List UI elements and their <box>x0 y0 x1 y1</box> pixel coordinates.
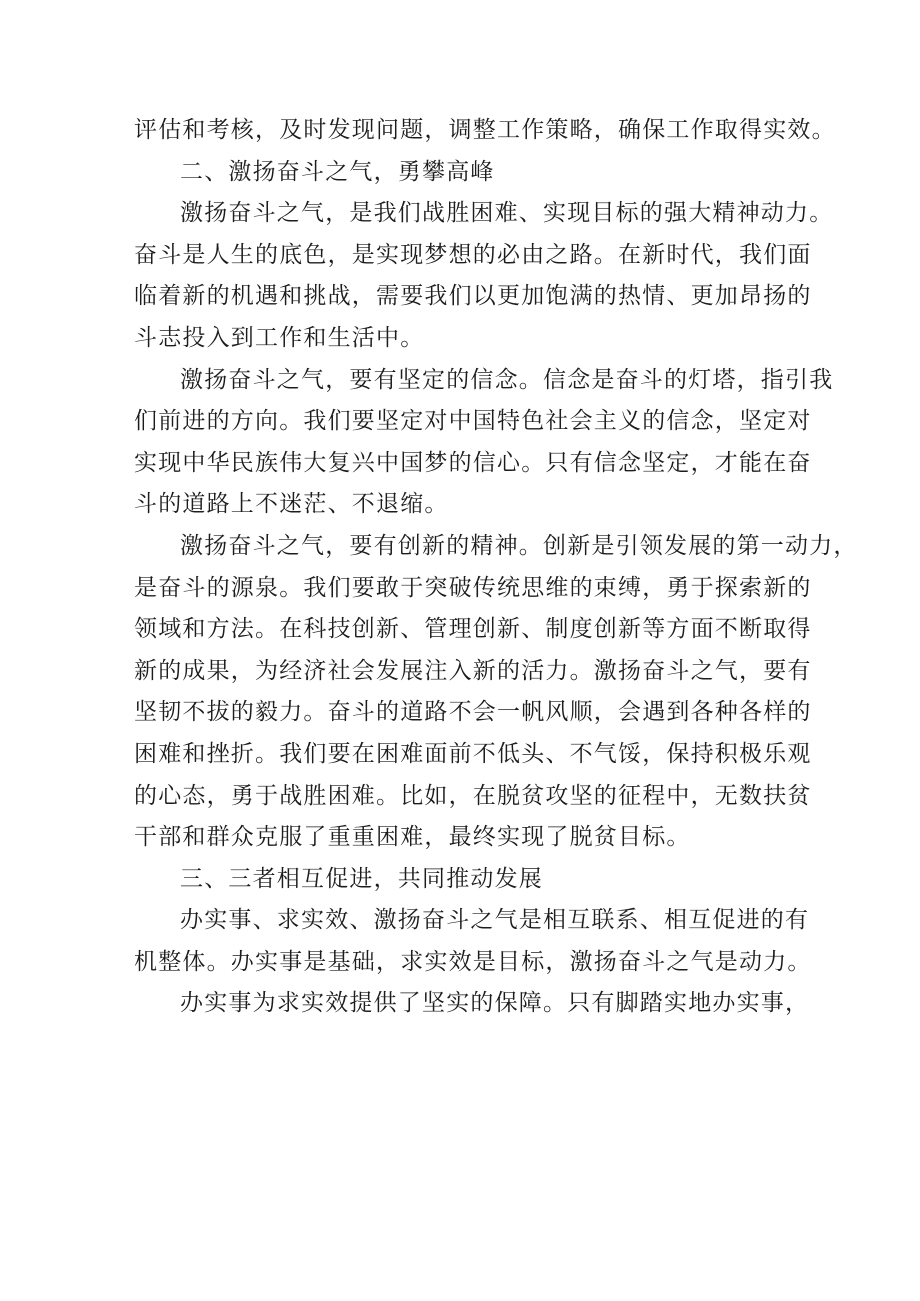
text-line: 斗的道路上不迷茫、不退缩。 <box>134 491 449 518</box>
text-line: 是奋斗的源泉。我们要敢于突破传统思维的束缚，勇于探索新的 <box>134 574 812 601</box>
text-line: 干部和群众克服了重重困难，最终实现了脱贫目标。 <box>134 824 691 851</box>
text-line: 三、三者相互促进，共同推动发展 <box>180 865 543 892</box>
document-body <box>134 110 858 1025</box>
text-line: 领域和方法。在科技创新、管理创新、制度创新等方面不断取得 <box>134 616 812 643</box>
text-line: 们前进的方向。我们要坚定对中国特色社会主义的信念，坚定对 <box>134 408 812 435</box>
text-line: 办实事为求实效提供了坚实的保障。只有脚踏实地办实事， <box>180 990 810 1017</box>
text-line: 机整体。办实事是基础，求实效是目标，激扬奋斗之气是动力。 <box>134 948 812 975</box>
text-line: 困难和挫折。我们要在困难面前不低头、不气馁，保持积极乐观 <box>134 740 812 767</box>
text-line: 办实事、求实效、激扬奋斗之气是相互联系、相互促进的有 <box>180 907 810 934</box>
text-line: 奋斗是人生的底色，是实现梦想的必由之路。在新时代，我们面 <box>134 241 812 268</box>
text-line: 实现中华民族伟大复兴中国梦的信心。只有信念坚定，才能在奋 <box>134 449 812 476</box>
text-line: 激扬奋斗之气，要有坚定的信念。信念是奋斗的灯塔，指引我 <box>180 366 834 393</box>
text-line: 评估和考核，及时发现问题，调整工作策略，确保工作取得实效。 <box>134 117 836 143</box>
text-line: 激扬奋斗之气，是我们战胜困难、实现目标的强大精神动力。 <box>180 200 834 227</box>
text-line: 的心态，勇于战胜困难。比如，在脱贫攻坚的征程中，无数扶贫 <box>134 782 812 809</box>
text-line: 新的成果，为经济社会发展注入新的活力。激扬奋斗之气，要有 <box>134 657 812 684</box>
text-line: 坚韧不拔的毅力。奋斗的道路不会一帆风顺，会遇到各种各样的 <box>134 699 812 726</box>
text-line: 激扬奋斗之气，要有创新的精神。创新是引领发展的第一动力， <box>180 532 858 559</box>
text-line: 斗志投入到工作和生活中。 <box>134 324 425 351</box>
text-line: 二、激扬奋斗之气，勇攀高峰 <box>180 158 495 185</box>
text-line: 临着新的机遇和挑战，需要我们以更加饱满的热情、更加昂扬的 <box>134 283 812 310</box>
